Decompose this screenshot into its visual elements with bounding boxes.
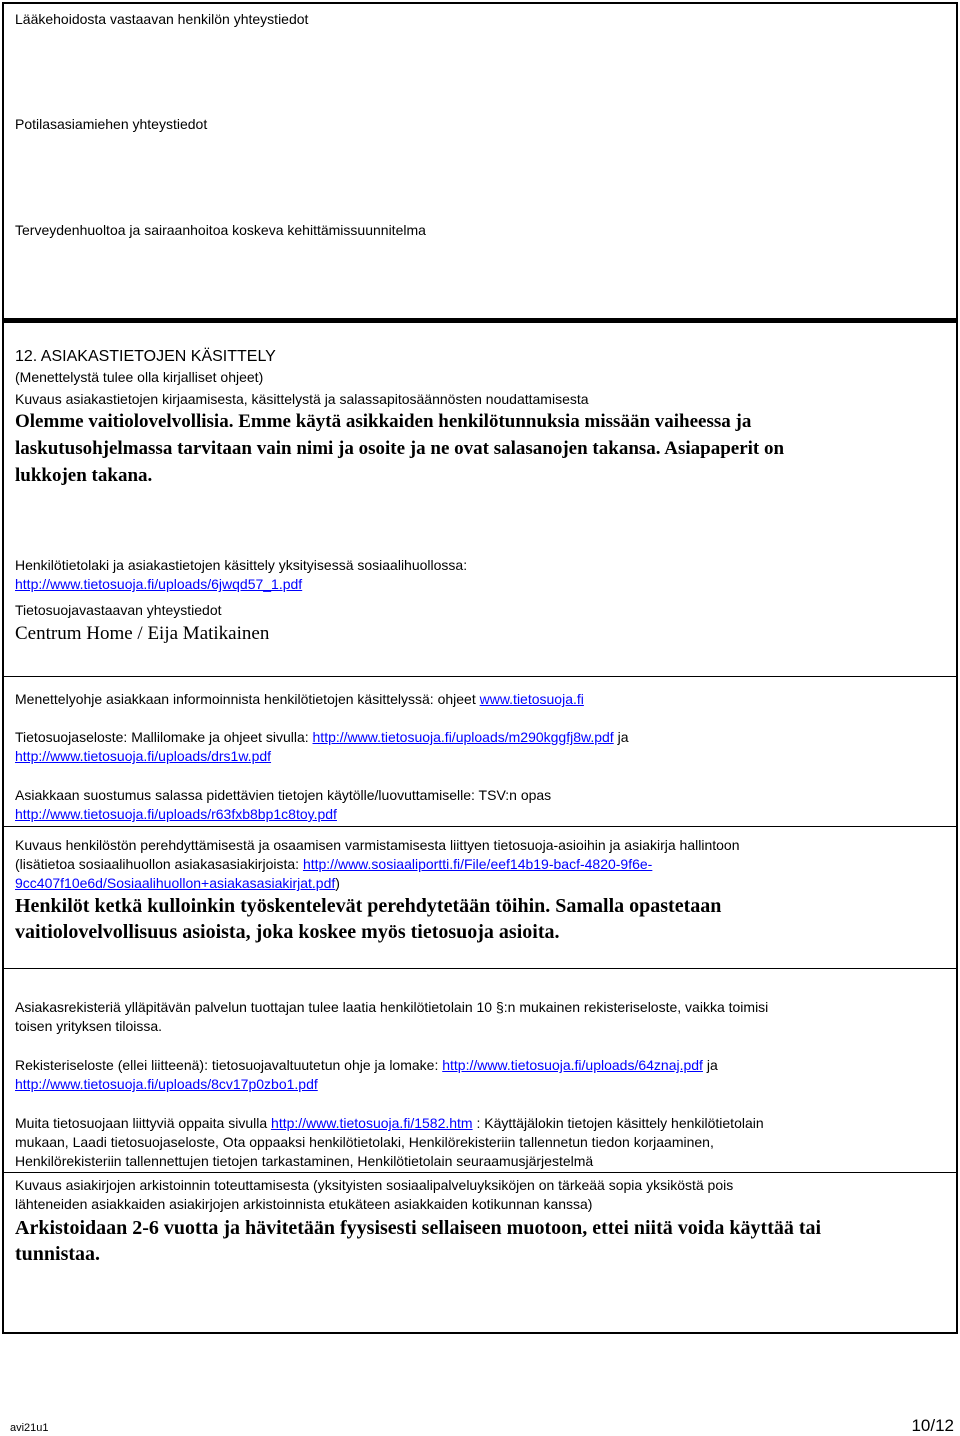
training-link[interactable]: http://www.sosiaaliportti.fi/File/eef14b19-bacf-4820-9f6e- — [302, 856, 653, 872]
other-guides-line-2: mukaan, Laadi tietosuojaseloste, Ota oppaaksi henkilötietolaki, Henkilörekisteriin tallennetun tiedon korjaaminen, — [15, 1134, 714, 1150]
consent-text: Asiakkaan suostumus salassa pidettävien tietojen käytölle/luovuttamiselle: TSV:n opas — [15, 787, 552, 803]
divider — [4, 1172, 956, 1173]
register-link-2[interactable]: http://www.tietosuoja.fi/uploads/8cv17p0zbo1.pdf — [15, 1076, 318, 1092]
training-answer-line-2: vaitiolovelvollisuus asioista, joka koskee myös tietosuoja asioita. — [15, 921, 560, 943]
info-link[interactable]: www.tietosuoja.fi — [479, 691, 584, 707]
archive-line-1: Kuvaus asiakirjojen arkistoinnin toteuttamisesta (yksityisten sosiaalipalveluyksiköjen on tärkeää sopia yksiköstä pois — [15, 1177, 734, 1193]
law-text: Henkilötietolaki ja asiakastietojen käsittely yksityisessä sosiaalihuollossa: — [15, 557, 468, 573]
training-link-cont[interactable]: 9cc407f10e6d/Sosiaalihuollon+asiakasasiakirjat.pdf — [15, 875, 336, 891]
register-line-1: Asiakasrekisteriä ylläpitävän palvelun tuottajan tulee laatia henkilötietolain 10 §:n mukainen rekisteriseloste, vaikka toimisi — [15, 999, 769, 1015]
register-description: Rekisteriseloste (ellei liitteenä): tietosuojavaltuutetun ohje ja lomake: http://www.tietosuoja.fi/uploads/64znaj.pdf ja — [15, 1057, 718, 1073]
archive-answer-line-2: tunnistaa. — [15, 1243, 101, 1265]
document-code: avi21u1 — [10, 1422, 49, 1434]
training-line-1: Kuvaus henkilöstön perehdyttämisestä ja osaamisen varmistamisesta liittyen tietosuoja-asioihin ja asiakirja hallintoon — [15, 837, 740, 853]
training-line-2: (lisätietoa sosiaalihuollon asiakasasiakirjoista: http://www.sosiaaliportti.fi/File/eef14b19-bacf-4820-9f6e- — [15, 856, 653, 872]
dpo-label: Tietosuojavastaavan yhteystiedot — [15, 602, 222, 618]
records-description: Kuvaus asiakastietojen kirjaamisesta, käsittelystä ja salassapitosäännösten noudattamisesta — [15, 391, 589, 407]
privacy-notice: Tietosuojaseloste: Mallilomake ja ohjeet sivulla: http://www.tietosuoja.fi/uploads/m290kggfj8w.pdf ja — [15, 729, 629, 745]
other-guides-line-1: Muita tietosuojaan liittyviä oppaita sivulla http://www.tietosuoja.fi/1582.htm : Käyttäjälokin tietojen käsittely henkilötietolain — [15, 1115, 764, 1131]
records-answer-line-3: lukkojen takana. — [15, 465, 153, 486]
client-data-section: 12. ASIAKASTIETOJEN KÄSITTELY (Menettelystä tulee olla kirjalliset ohjeet) Kuvaus asiakastietojen kirjaamisesta, käsittelystä ja salassapitosäännösten noudattamisesta Olemme vaitiolovelvollisia. Emme käytä asikkaiden henkilötunnuksia missään vaiheessa ja laskutusohjelmassa tarvitaan vain nimi ja osoite ja ne ovat salasanojen takansa. Asiapaperit on lukkojen takana. Henkilötietolaki ja asiakastietojen käsittely yksityisessä sosiaalihuollossa: http://www.tietosuoja.fi/uploads/6jwqd57_1.pdf Tietosuojavastaavan yhteystiedot Centrum Home / Eija Matikainen Menettelyohje asiakkaan informoinnista henkilötietojen käsittelyssä: ohjeet www.tietosuoja.fi Tietosuojaseloste: Mallilomake ja ohjeet sivulla: http://www.tietosuoja.fi/uploads/m290kggfj8w.pdf ja http://www.tietosuoja.fi/uploads/drs1w.pdf Asiakkaan suostumus salassa pidettävien tietojen käytölle/luovuttamiselle: TSV:n opas http://www.tietosuoja.fi/uploads/r63fxb8bp1c8toy.pdf Kuvaus henkilöstön perehdyttämisestä ja osaamisen varmistamisesta liittyen tietosuoja-asioihin ja asiakirja hallintoon (lisätietoa sosiaalihuollon asiakasasiakirjoista: http://www.sosiaaliportti.fi/File/eef14b19-bacf-4820-9f6e- 9cc407f10e6d/Sosiaalihuollon+asiakasasiakirjat.pdf) Henkilöt ketkä kulloinkin työskentelevät perehdytetään töihin. Samalla opastetaan vaitiolovelvollisuus asioista, joka koskee myös tietosuoja asioita. Asiakasrekisteriä ylläpitävän palvelun tuottajan tulee laatia henkilötietolain 10 §:n mukainen rekisteriseloste, vaikka toimisi toisen yrityksen tiloissa. Rekisteriseloste (ellei liitteenä): tietosuojavaltuutetun ohje ja lomake: http://www.tietosuoja.fi/uploads/64znaj.pdf ja http://www.tietosuoja.fi/uploads/8cv17p0zbo1.pdf Muita tietosuojaan liittyviä oppaita sivulla http://www.tietosuoja.fi/1582.htm : Käyttäjälokin tietojen käsittely henkilötietolain mukaan, Laadi tietosuojaseloste, Ota oppaaksi henkilötietolaki, Henkilörekisteriin tallennetun tiedon korjaaminen, Henkilörekisteriin tallennettujen tietojen tarkastaminen, Henkilötietolain seuraamusjärjestelmä Kuvaus asiakirjojen arkistoinnin toteuttamisesta (yksityisten sosiaalipalveluyksiköjen on tärkeää sopia yksiköstä pois lähteneiden asiakkaiden asiakirjojen arkistoinnista etukäteen asiakkaiden kotikunnan kanssa) Arkistoidaan 2-6 vuotta ja hävitetään fyysisesti sellaiseen muotoon, ettei niitä voida käyttää tai tunnistaa. — [2, 320, 958, 1334]
development-plan-label: Terveydenhuoltoa ja sairaanhoitoa koskeva kehittämissuunnitelma — [15, 222, 426, 238]
medication-contact-label: Lääkehoidosta vastaavan henkilön yhteystiedot — [15, 11, 309, 27]
register-link-1[interactable]: http://www.tietosuoja.fi/uploads/64znaj.pdf — [442, 1057, 703, 1073]
training-answer-line-1: Henkilöt ketkä kulloinkin työskentelevät perehdytetään töihin. Samalla opastetaan — [15, 895, 722, 917]
divider — [4, 826, 956, 827]
other-guides-line-3: Henkilörekisteriin tallennettujen tietojen tarkastaminen, Henkilötietolain seuraamusjärjestelmä — [15, 1153, 594, 1169]
register-line-2: toisen yrityksen tiloissa. — [15, 1018, 163, 1034]
dpo-value: Centrum Home / Eija Matikainen — [15, 623, 270, 644]
patient-ombudsman-label: Potilasasiamiehen yhteystiedot — [15, 116, 208, 132]
other-guides-link[interactable]: http://www.tietosuoja.fi/1582.htm — [271, 1115, 473, 1131]
privacy-link-1[interactable]: http://www.tietosuoja.fi/uploads/m290kggfj8w.pdf — [312, 729, 614, 745]
page-number: 10/12 — [911, 1416, 954, 1435]
section-subheading: (Menettelystä tulee olla kirjalliset ohjeet) — [15, 369, 264, 385]
records-answer-line-2: laskutusohjelmassa tarvitaan vain nimi ja osoite ja ne ovat salasanojen takansa. Asiapaperit on — [15, 438, 785, 459]
divider — [4, 676, 956, 677]
consent-link[interactable]: http://www.tietosuoja.fi/uploads/r63fxb8bp1c8toy.pdf — [15, 806, 337, 822]
archive-answer-line-1: Arkistoidaan 2-6 vuotta ja hävitetään fyysisesti sellaiseen muotoon, ettei niitä voida käyttää tai — [15, 1217, 822, 1239]
divider — [4, 968, 956, 969]
records-answer-line-1: Olemme vaitiolovelvollisia. Emme käytä asikkaiden henkilötunnuksia missään vaiheessa ja — [15, 411, 752, 432]
archive-line-2: lähteneiden asiakkaiden asiakirjojen arkistoinnista etukäteen asiakkaiden kotikunnan kanssa) — [15, 1196, 593, 1212]
privacy-link-2[interactable]: http://www.tietosuoja.fi/uploads/drs1w.pdf — [15, 748, 272, 764]
contacts-section — [2, 2, 958, 320]
law-link[interactable]: http://www.tietosuoja.fi/uploads/6jwqd57_1.pdf — [15, 576, 303, 592]
info-guideline: Menettelyohje asiakkaan informoinnista henkilötietojen käsittelyssä: ohjeet www.tietosuoja.fi — [15, 691, 584, 707]
section-heading: 12. ASIAKASTIETOJEN KÄSITTELY — [15, 348, 276, 365]
